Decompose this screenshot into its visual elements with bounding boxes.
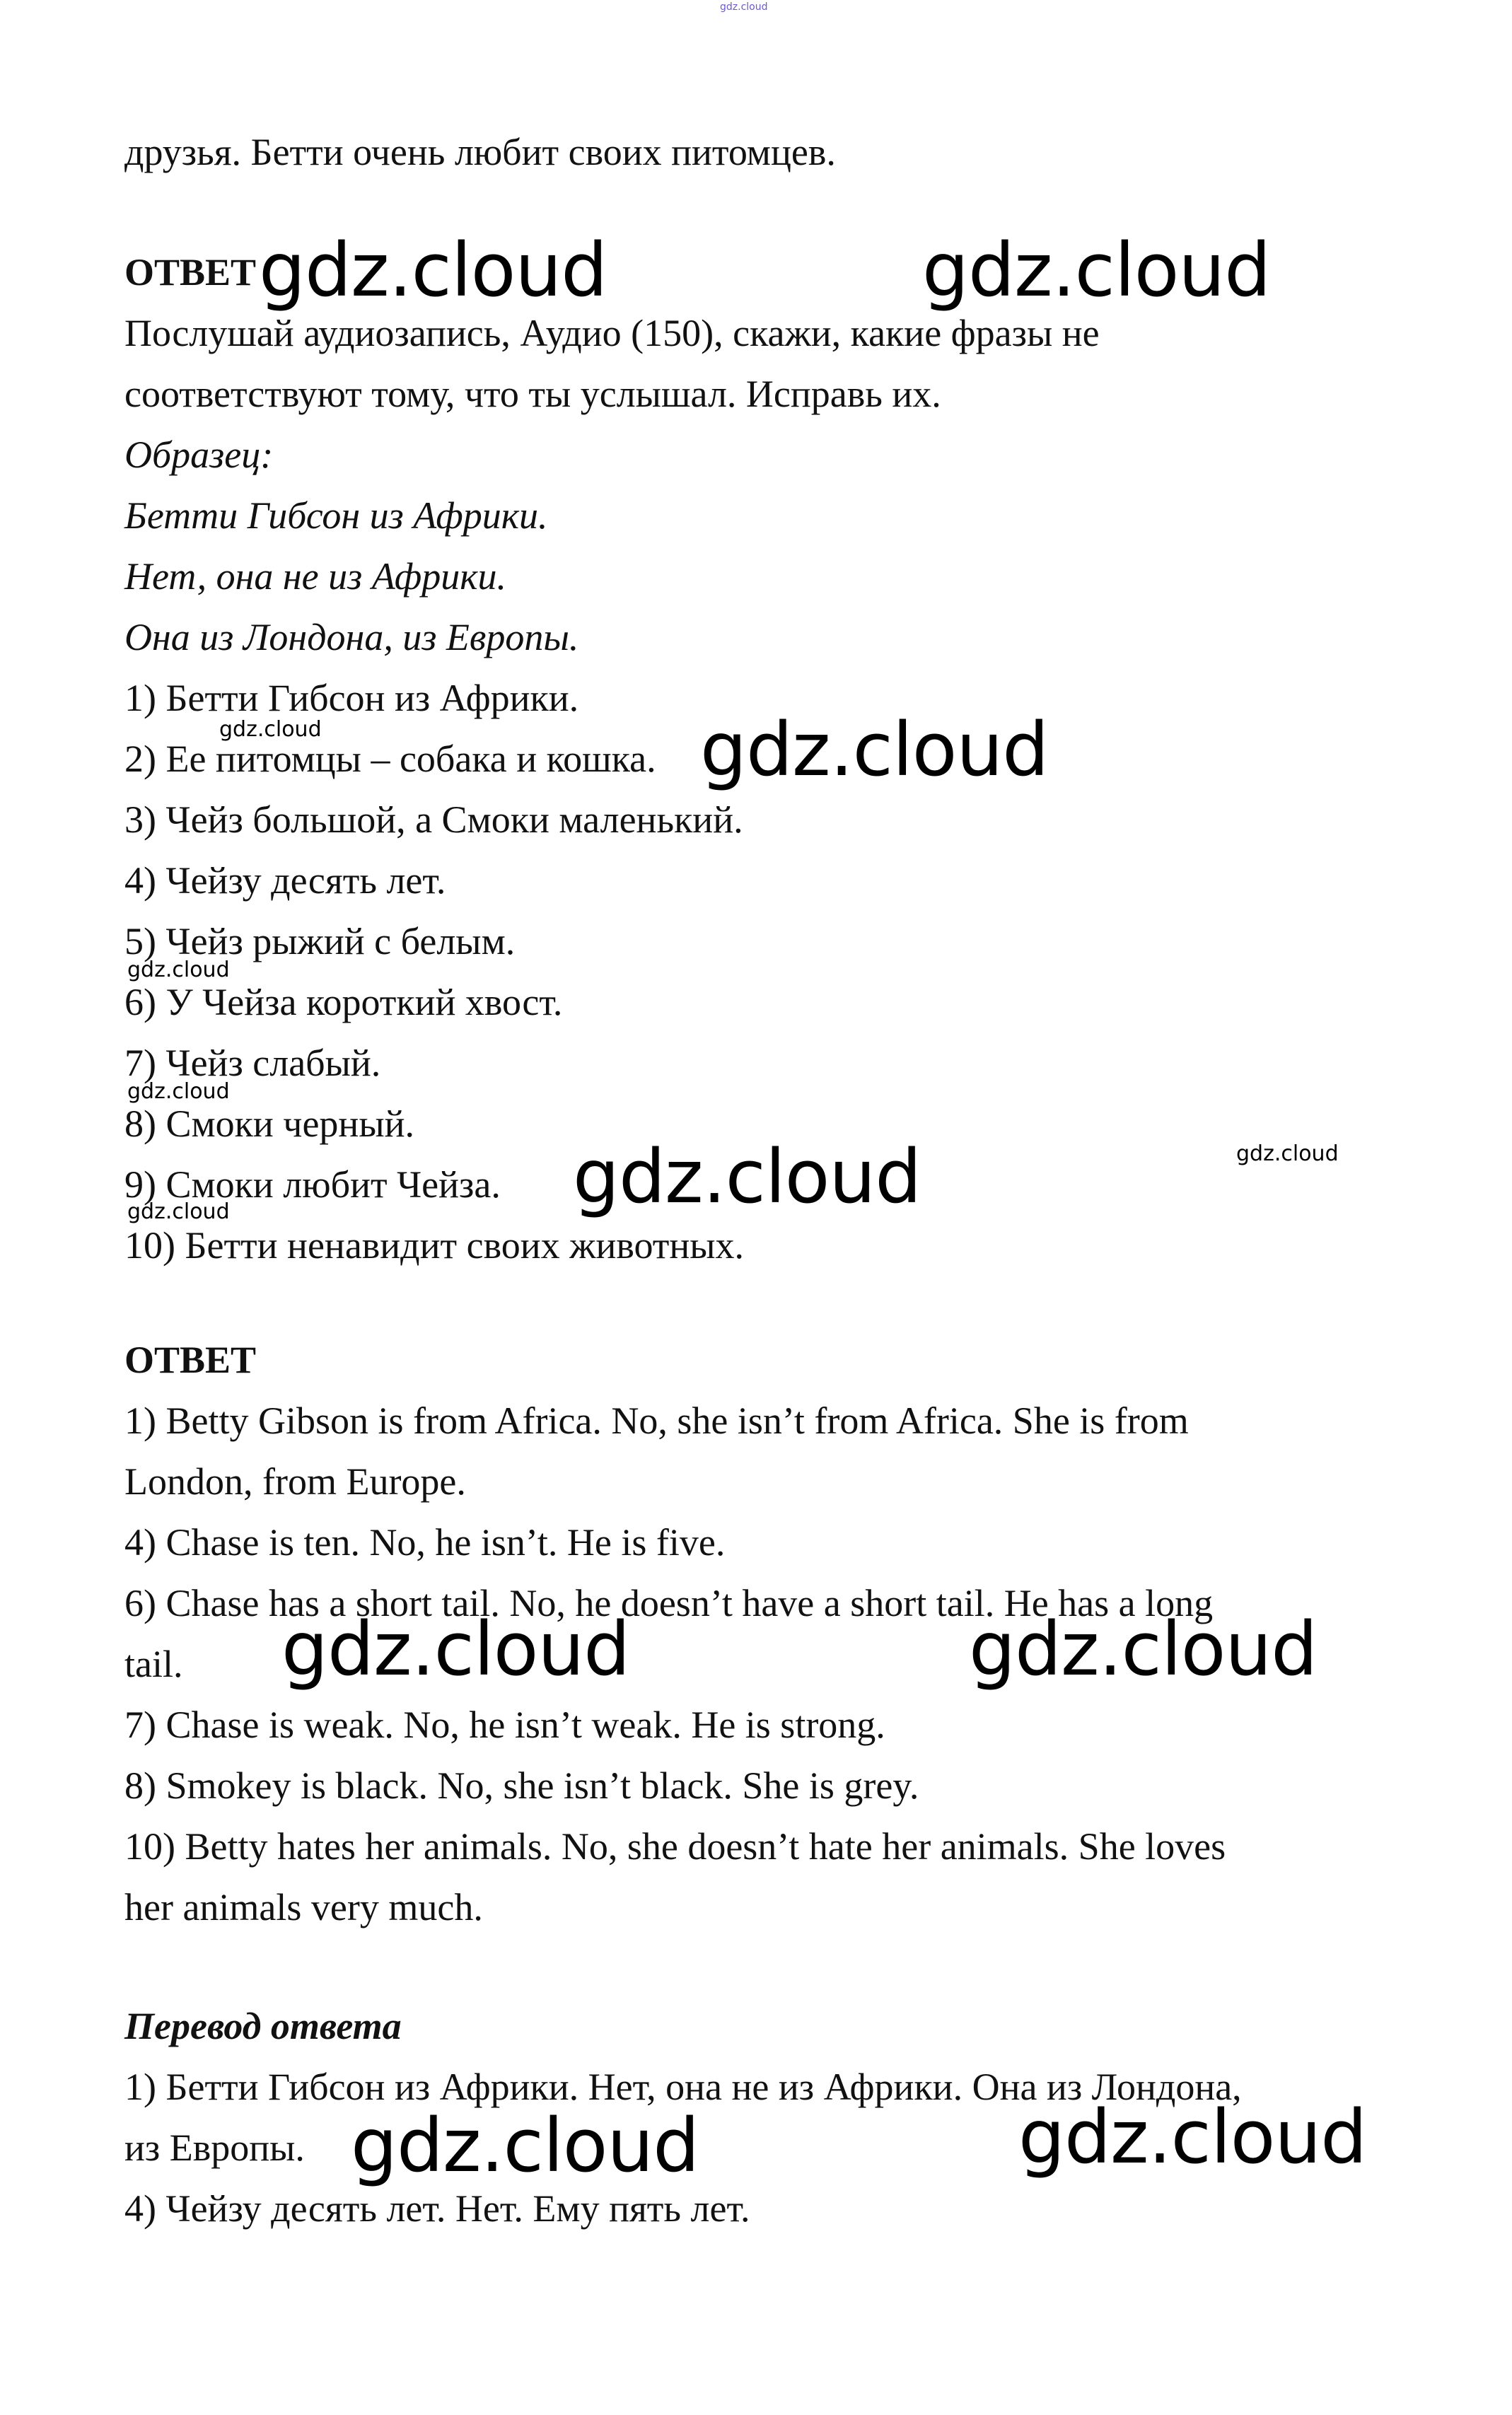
task-item: 7) Чейз слабый.	[124, 1042, 381, 1084]
task-item: 2) Ее питомцы – собака и кошка.	[124, 738, 656, 780]
watermark: gdz.cloud	[1018, 2094, 1367, 2180]
answer-line: 4) Chase is ten. No, he isn’t. He is five.	[124, 1521, 726, 1564]
translation-line: 1) Бетти Гибсон из Африки. Нет, она не из Африки. Она из Лондона,	[124, 2066, 1242, 2108]
task-item: 1) Бетти Гибсон из Африки.	[124, 677, 579, 719]
watermark-small: gdz.cloud	[219, 717, 322, 742]
watermark: gdz.cloud	[351, 2102, 699, 2189]
answer-heading: ОТВЕТ	[124, 1339, 257, 1381]
instruction-line: соответствуют тому, что ты услышал. Исправь их.	[124, 373, 941, 415]
watermark: gdz.cloud	[922, 227, 1271, 313]
task-item: 8) Смоки черный.	[124, 1102, 415, 1145]
watermark: gdz.cloud	[573, 1134, 921, 1220]
answer-line: 10) Betty hates her animals. No, she doesn’t hate her animals. She loves	[124, 1825, 1226, 1868]
sample-line: Бетти Гибсон из Африки.	[124, 494, 548, 537]
watermark-small: gdz.cloud	[127, 958, 230, 982]
translation-line: 4) Чейзу десять лет. Нет. Ему пять лет.	[124, 2187, 750, 2230]
task-item: 4) Чейзу десять лет.	[124, 859, 446, 902]
sample-line: Она из Лондона, из Европы.	[124, 616, 579, 658]
answer-line: 7) Chase is weak. No, he isn’t weak. He is strong.	[124, 1704, 885, 1746]
watermark-small: gdz.cloud	[1236, 1141, 1339, 1166]
task-heading: ОТВЕТ	[124, 251, 257, 293]
task-item: 3) Чейз большой, а Смоки маленький.	[124, 798, 743, 841]
watermark: gdz.cloud	[700, 706, 1049, 793]
answer-line: 6) Chase has a short tail. No, he doesn’t have a short tail. He has a long	[124, 1582, 1214, 1624]
watermark-top: gdz.cloud	[720, 1, 768, 13]
watermark: gdz.cloud	[969, 1606, 1318, 1692]
watermark: gdz.cloud	[259, 227, 607, 313]
answer-line: London, from Europe.	[124, 1460, 466, 1503]
task-item: 5) Чейз рыжий с белым.	[124, 920, 516, 962]
answer-line: tail.	[124, 1643, 183, 1685]
instruction-line: Послушай аудиозапись, Аудио (150), скажи, какие фразы не	[124, 312, 1100, 354]
task-item: 9) Смоки любит Чейза.	[124, 1163, 501, 1206]
sample-line: Нет, она не из Африки.	[124, 555, 506, 598]
sample-label: Образец:	[124, 433, 274, 476]
task-item: 10) Бетти ненавидит своих животных.	[124, 1224, 745, 1267]
watermark: gdz.cloud	[281, 1606, 630, 1692]
answer-line: her animals very much.	[124, 1886, 483, 1928]
answer-line: 8) Smokey is black. No, she isn’t black. She is grey.	[124, 1764, 919, 1807]
watermark-small: gdz.cloud	[127, 1199, 230, 1224]
answer-line: 1) Betty Gibson is from Africa. No, she isn’t from Africa. She is from	[124, 1399, 1189, 1442]
translation-line: из Европы.	[124, 2126, 305, 2169]
intro-line: друзья. Бетти очень любит своих питомцев.	[124, 131, 836, 173]
translation-heading: Перевод ответа	[124, 2005, 402, 2047]
task-item: 6) У Чейза короткий хвост.	[124, 981, 563, 1023]
watermark-small: gdz.cloud	[127, 1079, 230, 1104]
